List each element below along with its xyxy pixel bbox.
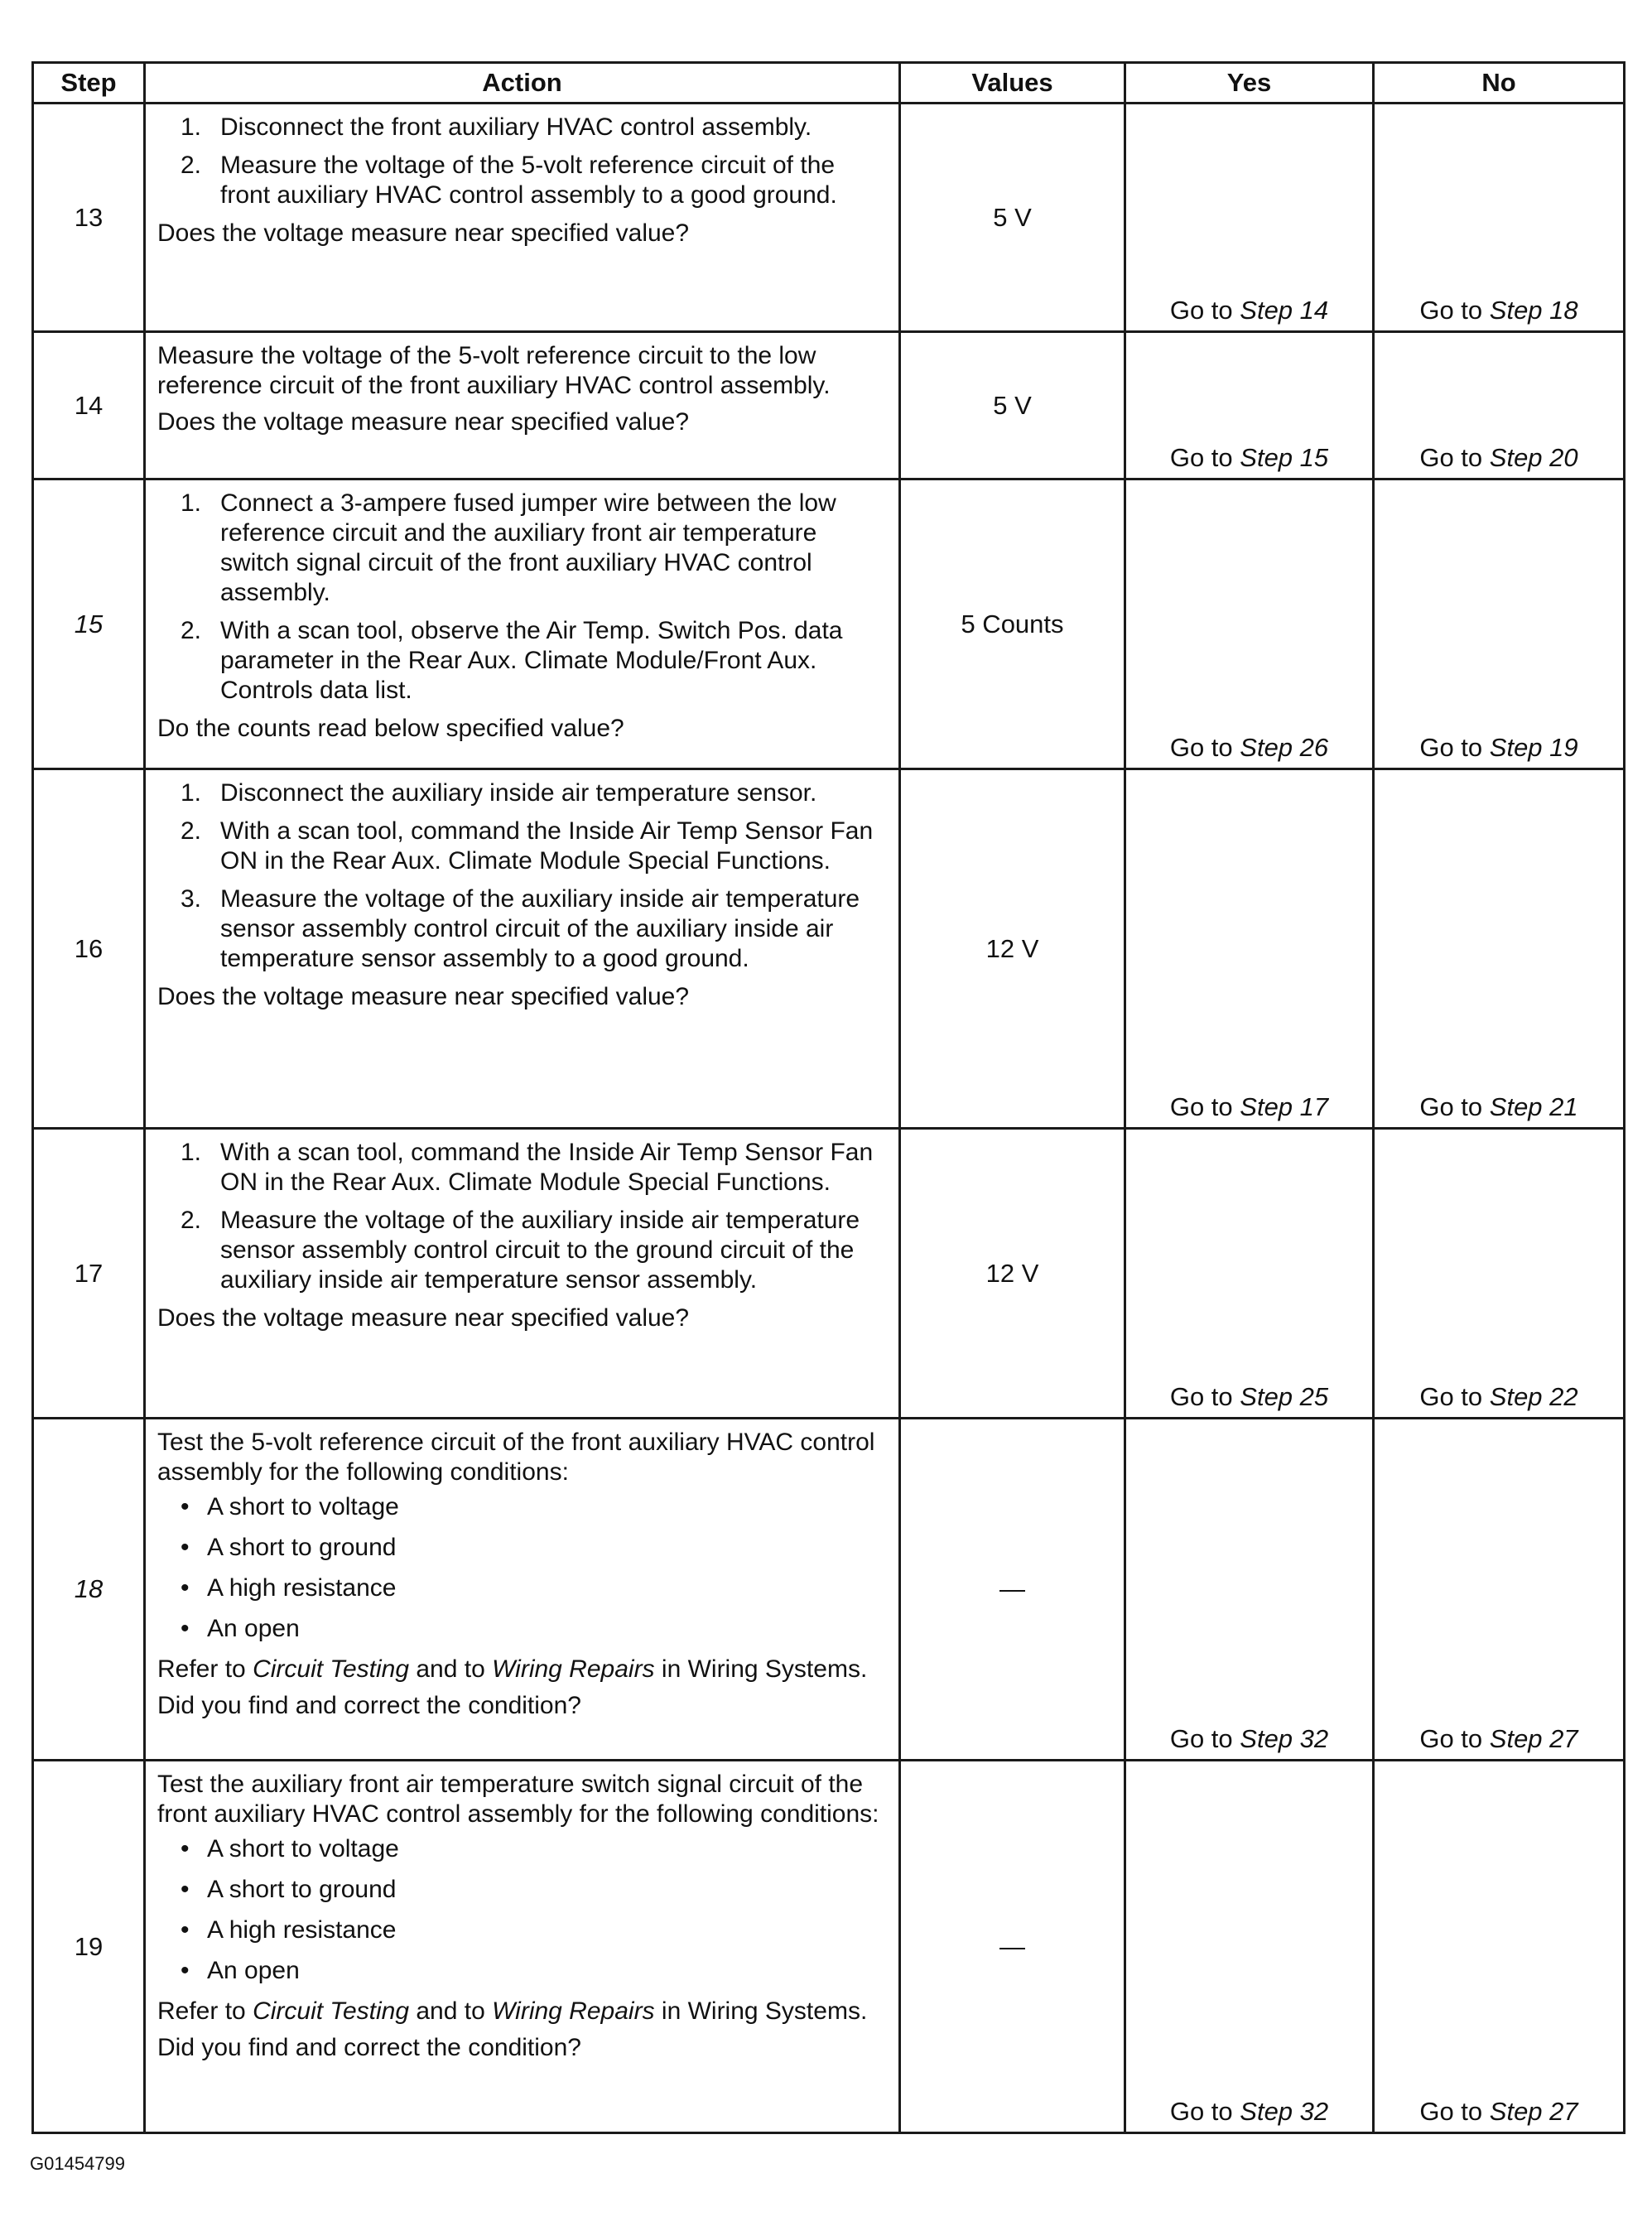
- diagnostic-table: [31, 61, 1626, 2134]
- refer-text: Refer to Circuit Testing and to Wiring Repairs in Wiring Systems.: [157, 1655, 868, 1683]
- action-cell: [145, 479, 900, 769]
- header-no: No: [1374, 63, 1625, 104]
- yes-cell: Go to Step 14: [1125, 104, 1374, 332]
- table-row: [33, 332, 1625, 479]
- no-cell: Go to Step 27: [1374, 1419, 1625, 1761]
- step-number: 14: [33, 332, 145, 479]
- step-number: 16: [33, 769, 145, 1129]
- numbered-item: 1. With a scan tool, command the Inside Air Temp Sensor Fan ON in the Rear Aux. Climate Module Special Functions.: [181, 1139, 874, 1196]
- value-cell: 12 V: [900, 1129, 1125, 1419]
- yes-cell: Go to Step 15: [1125, 332, 1374, 479]
- table-row: [33, 479, 1625, 769]
- figure-id: G01454799: [30, 2153, 125, 2174]
- question-text: Does the voltage measure near specified value?: [157, 408, 690, 436]
- bullet-item: • An open: [181, 1615, 300, 1642]
- header-values: Values: [900, 63, 1125, 104]
- no-cell: Go to Step 18: [1374, 104, 1625, 332]
- step-number: 18: [33, 1419, 145, 1761]
- bullet-item: • A short to voltage: [181, 1835, 399, 1862]
- no-cell: Go to Step 22: [1374, 1129, 1625, 1419]
- table-row: [33, 104, 1625, 332]
- value-cell: 5 V: [900, 332, 1125, 479]
- action-cell: [145, 769, 900, 1129]
- bullet-item: • A short to voltage: [181, 1493, 399, 1520]
- action-cell: [145, 332, 900, 479]
- numbered-item: 3. Measure the voltage of the auxiliary inside air temperature sensor assembly control circuit of the auxiliary inside air temperature sensor assembly to a good ground.: [181, 885, 860, 972]
- bullet-item: • A high resistance: [181, 1574, 397, 1602]
- table-row: [33, 1419, 1625, 1761]
- value-cell: —: [900, 1419, 1125, 1761]
- header-action: Action: [145, 63, 900, 104]
- step-number: 17: [33, 1129, 145, 1419]
- yes-cell: Go to Step 26: [1125, 479, 1374, 769]
- numbered-item: 2. Measure the voltage of the auxiliary inside air temperature sensor assembly control circuit to the ground circuit of the auxiliary inside air temperature sensor assembly.: [181, 1207, 860, 1294]
- action-text: Measure the voltage of the 5-volt reference circuit to the low reference circuit of the front auxiliary HVAC control assembly.: [157, 342, 831, 399]
- bullet-item: • An open: [181, 1957, 300, 1984]
- refer-text: Refer to Circuit Testing and to Wiring Repairs in Wiring Systems.: [157, 1997, 868, 2025]
- header-step: Step: [33, 63, 145, 104]
- no-cell: Go to Step 21: [1374, 769, 1625, 1129]
- header-row: [33, 63, 1625, 104]
- bullet-item: • A short to ground: [181, 1876, 397, 1903]
- no-cell: Go to Step 27: [1374, 1761, 1625, 2133]
- value-cell: 12 V: [900, 769, 1125, 1129]
- bullet-item: • A short to ground: [181, 1534, 397, 1561]
- value-cell: 5 V: [900, 104, 1125, 332]
- table-row: [33, 1129, 1625, 1419]
- step-number: 13: [33, 104, 145, 332]
- numbered-item: 2. With a scan tool, observe the Air Temp. Switch Pos. data parameter in the Rear Aux. Climate Module/Front Aux. Controls data list.: [181, 617, 843, 704]
- yes-cell: Go to Step 32: [1125, 1761, 1374, 2133]
- question-text: Does the voltage measure near specified value?: [157, 1304, 690, 1332]
- numbered-item: 2. Measure the voltage of the 5-volt reference circuit of the front auxiliary HVAC control assembly to a good ground.: [181, 152, 837, 209]
- numbered-item: 1. Disconnect the front auxiliary HVAC control assembly.: [181, 113, 812, 141]
- header-yes: Yes: [1125, 63, 1374, 104]
- yes-cell: Go to Step 25: [1125, 1129, 1374, 1419]
- action-cell: [145, 104, 900, 332]
- yes-cell: Go to Step 32: [1125, 1419, 1374, 1761]
- question-text: Does the voltage measure near specified value?: [157, 983, 690, 1010]
- question-text: Does the voltage measure near specified value?: [157, 219, 690, 247]
- step-number: 19: [33, 1761, 145, 2133]
- value-cell: —: [900, 1761, 1125, 2133]
- question-text: Do the counts read below specified value?: [157, 715, 624, 742]
- action-cell: [145, 1129, 900, 1419]
- numbered-item: 2. With a scan tool, command the Inside Air Temp Sensor Fan ON in the Rear Aux. Climate Module Special Functions.: [181, 817, 874, 875]
- step-number: 15: [33, 479, 145, 769]
- action-cell: [145, 1419, 900, 1761]
- numbered-item: 1. Connect a 3-ampere fused jumper wire between the low reference circuit and the auxiliary front air temperature switch signal circuit of the front auxiliary HVAC control assembly.: [181, 489, 836, 606]
- action-text: Test the auxiliary front air temperature switch signal circuit of the front auxiliary HVAC control assembly for the following conditions:: [157, 1771, 879, 1828]
- yes-cell: Go to Step 17: [1125, 769, 1374, 1129]
- no-cell: Go to Step 20: [1374, 332, 1625, 479]
- value-cell: 5 Counts: [900, 479, 1125, 769]
- table-row: [33, 769, 1625, 1129]
- action-text: Test the 5-volt reference circuit of the front auxiliary HVAC control assembly for the following conditions:: [157, 1429, 875, 1486]
- question-text: Did you find and correct the condition?: [157, 1692, 581, 1719]
- numbered-item: 1. Disconnect the auxiliary inside air temperature sensor.: [181, 779, 817, 807]
- bullet-item: • A high resistance: [181, 1916, 397, 1944]
- table-row: [33, 1761, 1625, 2133]
- no-cell: Go to Step 19: [1374, 479, 1625, 769]
- action-cell: [145, 1761, 900, 2133]
- question-text: Did you find and correct the condition?: [157, 2034, 581, 2061]
